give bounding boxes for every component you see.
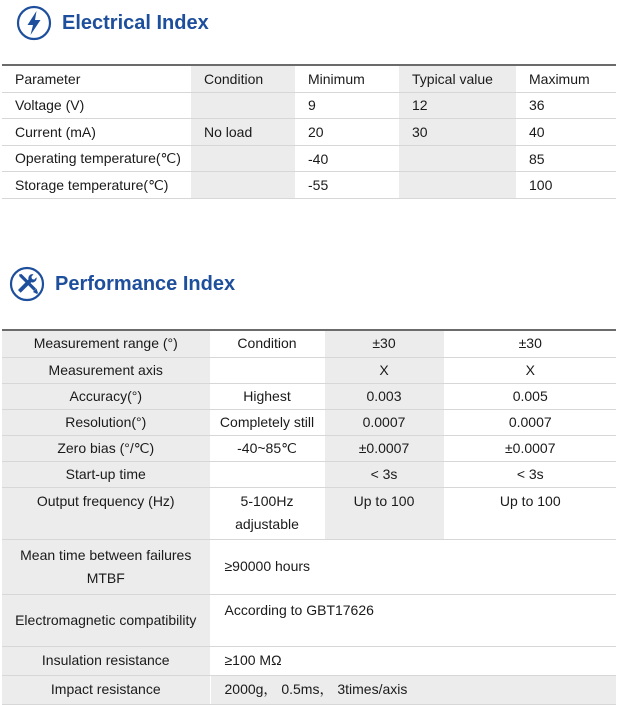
table-cell: 100 (516, 172, 616, 199)
electrical-table (2, 64, 616, 199)
table-row (2, 646, 616, 675)
table-row (2, 539, 616, 594)
table-row (2, 435, 616, 461)
header-cell: Parameter (2, 65, 191, 92)
table-cell: Impact resistance (2, 675, 210, 704)
table-cell: Voltage (V) (2, 92, 191, 119)
table-cell: X (324, 357, 444, 383)
electrical-title: Electrical Index (62, 11, 209, 34)
table-cell: Output frequency (Hz) (2, 487, 210, 539)
table-cell: 9 (295, 92, 399, 119)
table-cell: Mean time between failures MTBF (2, 539, 210, 594)
table-row (2, 145, 616, 172)
header-cell: Maximum (516, 65, 616, 92)
table-cell: -40 (295, 145, 399, 172)
table-cell: No load (191, 119, 295, 146)
table-cell (210, 357, 324, 383)
header-cell: Minimum (295, 65, 399, 92)
table-cell: 40 (516, 119, 616, 146)
table-row (2, 409, 616, 435)
table-row (2, 383, 616, 409)
header-cell: Typical value (399, 65, 516, 92)
table-cell (399, 172, 516, 199)
table-cell: Completely still (210, 409, 324, 435)
table-cell: 0.0007 (324, 409, 444, 435)
table-row (2, 330, 616, 357)
table-cell: Up to 100 (444, 487, 616, 539)
table-cell: -40~85℃ (210, 435, 324, 461)
table-cell: ±30 (444, 330, 616, 357)
header-cell: Condition (191, 65, 295, 92)
table-cell: Storage temperature(℃) (2, 172, 191, 199)
table-row (2, 357, 616, 383)
performance-title: Performance Index (55, 272, 236, 295)
table-cell: X (444, 357, 616, 383)
table-row (2, 172, 616, 199)
table-cell: Measurement range (°) (2, 330, 210, 357)
table-cell: ≥100 MΩ (210, 646, 616, 675)
table-cell: ±30 (324, 330, 444, 357)
table-cell (399, 145, 516, 172)
table-cell: Up to 100 (324, 487, 444, 539)
table-cell: 0.005 (444, 383, 616, 409)
table-cell: 36 (516, 92, 616, 119)
table-row (2, 92, 616, 119)
table-header-row (2, 65, 616, 92)
performance-section-header (9, 266, 235, 302)
table-cell (191, 145, 295, 172)
table-cell (191, 172, 295, 199)
table-cell: ≥90000 hours (210, 539, 616, 594)
table-cell: Zero bias (°/℃) (2, 435, 210, 461)
table-cell: Measurement axis (2, 357, 210, 383)
table-cell: Operating temperature(℃) (2, 145, 191, 172)
table-cell: 5-100Hz adjustable (210, 487, 324, 539)
table-cell: Start-up time (2, 461, 210, 487)
table-cell: Current (mA) (2, 119, 191, 146)
table-cell: Resolution(°) (2, 409, 210, 435)
table-cell: ±0.0007 (444, 435, 616, 461)
table-cell (210, 461, 324, 487)
table-row (2, 119, 616, 146)
table-row (2, 487, 616, 539)
lightning-bolt-icon (16, 5, 52, 41)
table-cell: 12 (399, 92, 516, 119)
wrench-screwdriver-icon (9, 266, 45, 302)
table-cell: ±0.0007 (324, 435, 444, 461)
table-cell: < 3s (324, 461, 444, 487)
table-cell: < 3s (444, 461, 616, 487)
table-cell: 30 (399, 119, 516, 146)
table-cell: 20 (295, 119, 399, 146)
table-cell: Electromagnetic compatibility (2, 594, 210, 646)
table-cell (191, 92, 295, 119)
table-row (2, 594, 616, 646)
table-cell: Accuracy(°) (2, 383, 210, 409)
table-cell: 2000g， 0.5ms， 3times/axis (210, 675, 616, 704)
table-cell: 0.003 (324, 383, 444, 409)
table-row (2, 675, 616, 704)
table-cell: Highest (210, 383, 324, 409)
table-cell: 85 (516, 145, 616, 172)
table-cell: According to GBT17626 (210, 594, 616, 646)
table-cell: 0.0007 (444, 409, 616, 435)
electrical-section-header (16, 5, 209, 41)
performance-table (2, 329, 616, 705)
table-cell: Condition (210, 330, 324, 357)
table-row (2, 461, 616, 487)
table-cell: Insulation resistance (2, 646, 210, 675)
table-cell: -55 (295, 172, 399, 199)
